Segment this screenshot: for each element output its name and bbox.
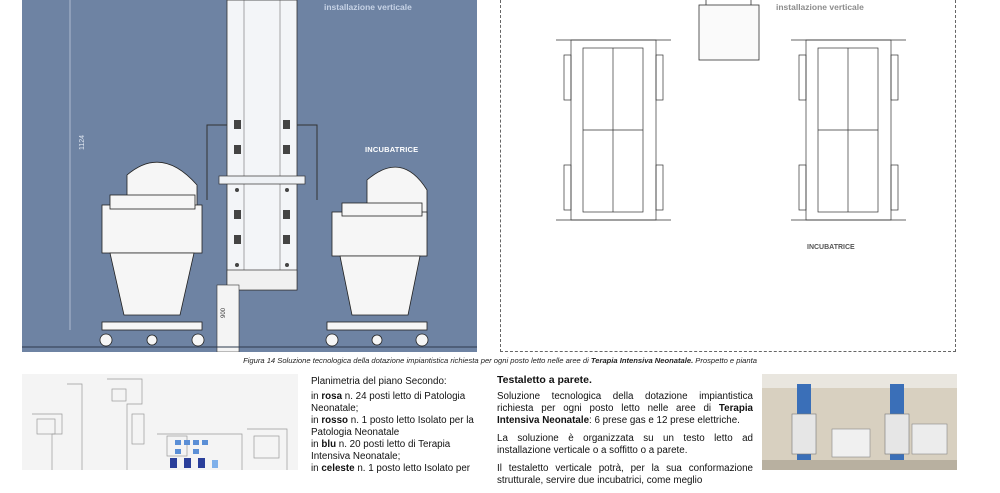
elevation-drawing xyxy=(22,0,477,352)
elevation-vertical-label: installazione verticale xyxy=(324,2,412,12)
plan-drawing xyxy=(500,0,956,352)
elevation-height-dimension: 1124 xyxy=(79,134,86,150)
caption-suffix: Prospetto e pianta xyxy=(693,356,757,365)
item-text: n. 20 posti letto di Terapia Intensiva Neonatale; xyxy=(311,439,451,462)
item-color: blu xyxy=(321,439,337,450)
item-text: n. 1 posto letto Isolato per la Patologia Neonatale xyxy=(311,415,474,438)
wall-headboard-section xyxy=(497,374,753,493)
headboard-photo xyxy=(762,374,957,470)
floorplan-image xyxy=(22,374,298,470)
paragraph-2: La soluzione è organizzata su un testo letto ad installazione verticale o a soffitto o a parete. xyxy=(497,433,753,456)
floorplan-item-celeste xyxy=(311,463,483,475)
item-prefix: in xyxy=(311,463,322,474)
floorplan-item-blu xyxy=(311,439,483,463)
item-color: rosso xyxy=(321,415,349,426)
section-title: Testaletto a parete. xyxy=(497,374,592,386)
plan-incubator-label: INCUBATRICE xyxy=(807,244,855,251)
item-prefix: in xyxy=(311,391,322,402)
elevation-900-dimension: 900 xyxy=(221,307,227,318)
plan-svg xyxy=(501,0,956,352)
elevation-svg xyxy=(22,0,477,352)
paragraph-3: Il testaletto verticale potrà, per la sua conformazione strutturale, servire due incubatrici, come meglio xyxy=(497,463,753,486)
floorplan-svg xyxy=(22,374,298,470)
caption-prefix: Figura 14 Soluzione tecnologica della dotazione impiantistica richiesta per ogni posto letto nelle aree di xyxy=(243,356,591,365)
floorplan-item-rosso xyxy=(311,415,483,439)
p1-bold: Terapia Intensiva Neonatale xyxy=(497,403,753,426)
floorplan-item-rosa xyxy=(311,391,483,415)
item-color: rosa xyxy=(321,391,343,402)
figure-caption xyxy=(0,356,1000,365)
item-text: n. 1 posto letto Isolato per xyxy=(354,463,471,474)
elevation-incubator-label: INCUBATRICE xyxy=(365,145,419,154)
p1-text: Soluzione tecnologica della dotazione impiantistica richiesta per ogni posto letto nelle aree di xyxy=(497,391,753,414)
item-color: celeste xyxy=(321,463,355,474)
photo-svg xyxy=(762,374,957,470)
floorplan-intro: Planimetria del piano Secondo: xyxy=(311,376,447,387)
floorplan-description xyxy=(311,376,483,475)
paragraph-1 xyxy=(497,391,753,427)
item-prefix: in xyxy=(311,415,322,426)
caption-bold: Terapia Intensiva Neonatale. xyxy=(590,356,694,365)
item-text: n. 24 posti letto di Patologia Neonatale; xyxy=(311,391,466,414)
item-prefix: in xyxy=(311,439,322,450)
plan-vertical-label: installazione verticale xyxy=(776,2,864,12)
p1-post: : 6 prese gas e 12 prese elettriche. xyxy=(589,415,740,426)
